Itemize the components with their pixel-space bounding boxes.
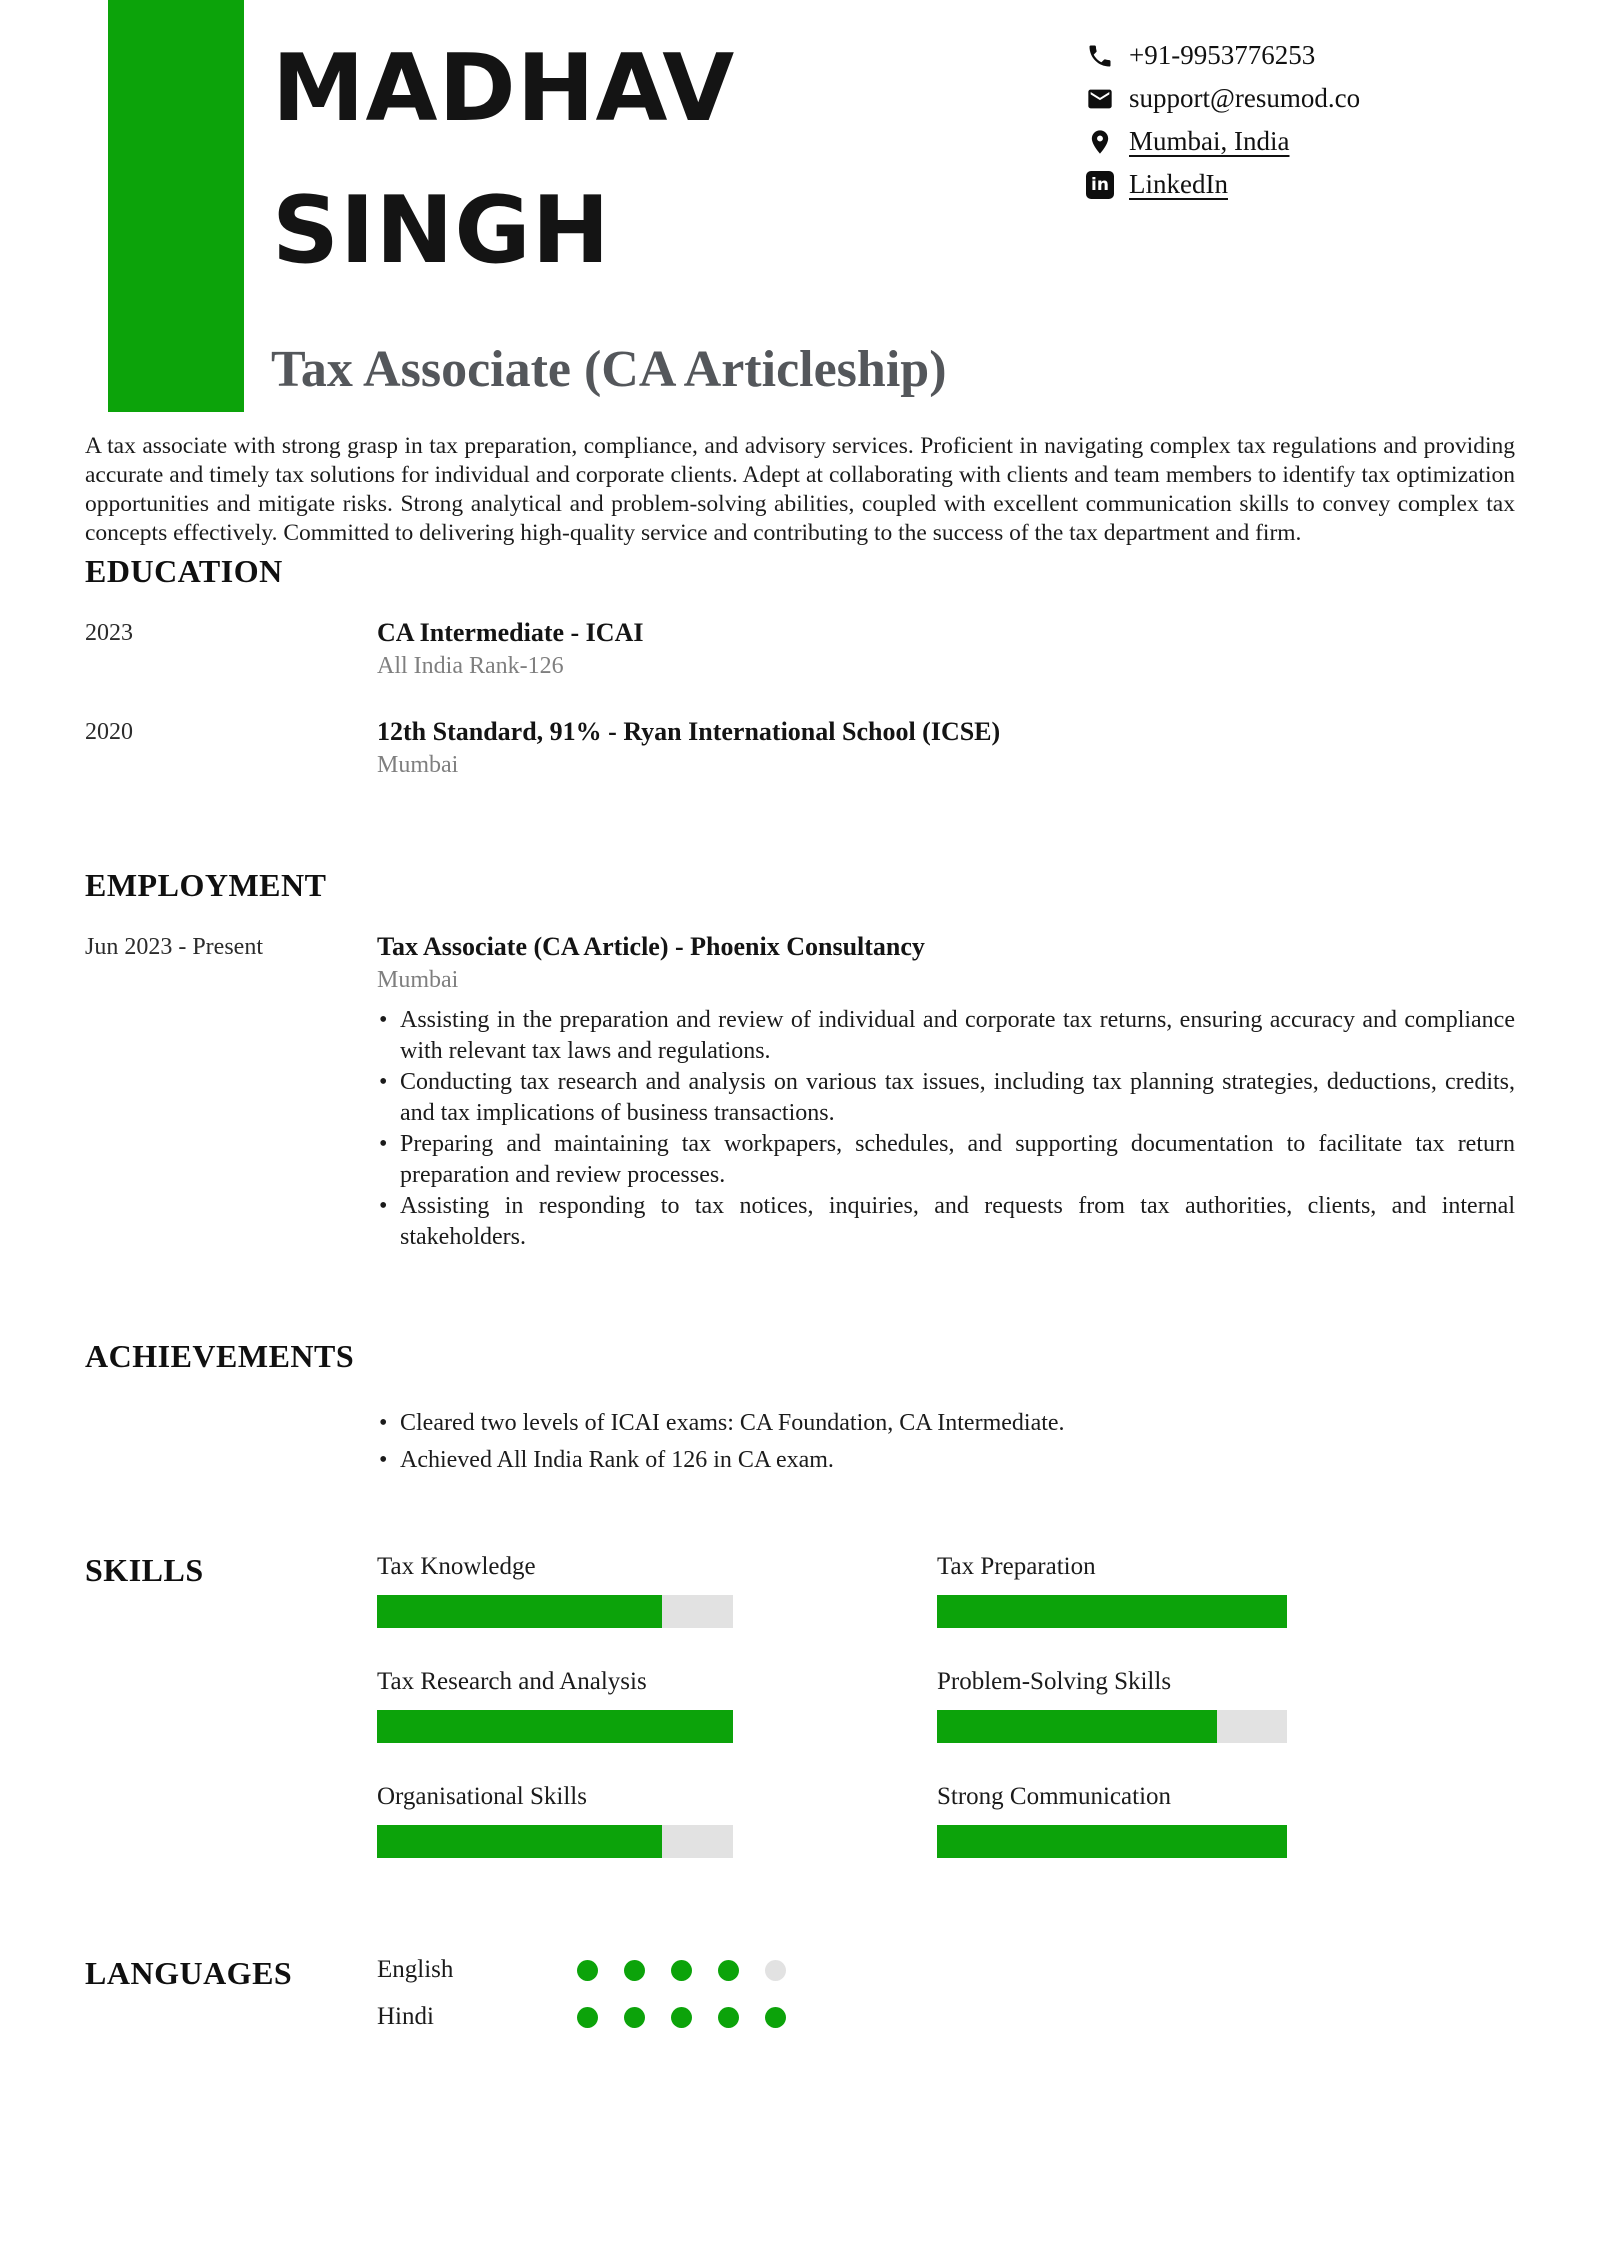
education-item <box>85 616 1515 681</box>
education-date: 2020 <box>85 719 133 745</box>
contact-linkedin-row <box>1085 163 1360 206</box>
education-date: 2023 <box>85 620 133 646</box>
level-dot <box>765 2007 786 2028</box>
skill-item <box>937 1781 1287 1858</box>
employment-title: Tax Associate (CA Article) - Phoenix Consultancy <box>377 932 925 961</box>
skill-name: Tax Knowledge <box>377 1553 536 1580</box>
contact-location-row <box>1085 120 1360 163</box>
skills-grid <box>377 1551 1287 1858</box>
skill-bar <box>377 1595 733 1628</box>
level-dot <box>718 2007 739 2028</box>
level-dot <box>765 1960 786 1981</box>
contact-linkedin-link[interactable]: LinkedIn <box>1129 169 1228 199</box>
contact-list <box>1085 34 1360 206</box>
skill-item <box>377 1551 733 1628</box>
summary-text: A tax associate with strong grasp in tax preparation, compliance, and advisory services. Proficient in navigating complex tax regulations and providing accurate and timely tax solutions for individual and corporate clients. Adept at collaborating with clients and team members to identify tax optimization opportunities and mitigate risks. Strong analytical and problem-solving abilities, coupled with excellent communication skills to convey complex tax concepts effectively. Committed to delivering high-quality service and contributing to the success of the tax department and firm. <box>85 433 1515 546</box>
level-dot <box>671 2007 692 2028</box>
skill-bar-fill <box>937 1825 1287 1858</box>
phone-icon <box>1085 41 1115 71</box>
contact-phone: +91-9953776253 <box>1129 40 1316 70</box>
employment-item <box>85 930 1515 1253</box>
skill-bar <box>377 1710 733 1743</box>
employment-bullet: • Conducting tax research and analysis on various tax issues, including tax planning strategies, deductions, credits, and tax implications of business transactions. <box>377 1067 1515 1129</box>
language-item <box>377 1954 786 1986</box>
language-level-dots <box>577 1960 786 1981</box>
achievement-bullet: • Cleared two levels of ICAI exams: CA Foundation, CA Intermediate. <box>377 1405 1515 1442</box>
language-item <box>377 2001 786 2033</box>
languages-section <box>85 1954 1515 2048</box>
achievement-bullet: • Achieved All India Rank of 126 in CA exam. <box>377 1442 1515 1479</box>
skill-item <box>377 1781 733 1858</box>
level-dot <box>624 1960 645 1981</box>
employment-heading: EMPLOYMENT <box>85 867 327 903</box>
education-heading: EDUCATION <box>85 553 283 589</box>
skill-bar <box>937 1595 1287 1628</box>
skill-name: Organisational Skills <box>377 1783 587 1810</box>
location-icon <box>1085 127 1115 157</box>
contact-email-row <box>1085 77 1360 120</box>
employment-date: Jun 2023 - Present <box>85 934 263 960</box>
language-name: Hindi <box>377 2003 434 2030</box>
level-dot <box>577 1960 598 1981</box>
skill-bar-fill <box>937 1710 1217 1743</box>
skill-item <box>377 1666 733 1743</box>
contact-phone-row <box>1085 34 1360 77</box>
skill-bar-fill <box>377 1595 662 1628</box>
accent-bar <box>108 0 244 412</box>
skill-bar <box>377 1825 733 1858</box>
skill-bar-fill <box>377 1710 733 1743</box>
skill-bar-fill <box>377 1825 662 1858</box>
skill-name: Strong Communication <box>937 1783 1172 1810</box>
level-dot <box>577 2007 598 2028</box>
skill-bar-fill <box>937 1595 1287 1628</box>
employment-bullet: • Assisting in the preparation and review of individual and corporate tax returns, ensuring accuracy and compliance with relevant tax laws and regulations. <box>377 1005 1515 1067</box>
last-name: SINGH <box>272 176 611 284</box>
skill-name: Problem-Solving Skills <box>937 1668 1172 1695</box>
education-item <box>85 715 1515 780</box>
education-subtitle: All India Rank-126 <box>377 653 564 679</box>
first-name: MADHAV <box>272 34 736 142</box>
employment-subtitle: Mumbai <box>377 967 459 993</box>
skill-item <box>937 1666 1287 1743</box>
employment-bullet: • Preparing and maintaining tax workpapers, schedules, and supporting documentation to facilitate tax return preparation and review processes. <box>377 1129 1515 1191</box>
language-name: English <box>377 1956 454 1983</box>
skill-item <box>937 1551 1287 1628</box>
level-dot <box>718 1960 739 1981</box>
achievements-heading: ACHIEVEMENTS <box>85 1338 355 1374</box>
employment-bullet-list <box>377 1005 1515 1253</box>
email-icon <box>1085 84 1115 114</box>
achievements-bullet-list <box>377 1405 1515 1479</box>
skill-name: Tax Preparation <box>937 1553 1096 1580</box>
languages-list <box>377 1954 786 2048</box>
education-title: CA Intermediate - ICAI <box>377 618 644 647</box>
level-dot <box>671 1960 692 1981</box>
employment-bullet: • Assisting in responding to tax notices, inquiries, and requests from tax authorities, clients, and internal stakeholders. <box>377 1191 1515 1253</box>
level-dot <box>624 2007 645 2028</box>
skills-heading: SKILLS <box>85 1552 204 1588</box>
linkedin-icon: in <box>1085 170 1115 200</box>
language-level-dots <box>577 2007 786 2028</box>
languages-heading: LANGUAGES <box>85 1955 293 1991</box>
main-content <box>85 432 1515 2048</box>
education-subtitle: Mumbai <box>377 752 459 778</box>
job-title: Tax Associate (CA Articleship) <box>271 341 947 398</box>
contact-location-link[interactable]: Mumbai, India <box>1129 126 1290 156</box>
skills-section <box>85 1551 1515 1858</box>
contact-email: support@resumod.co <box>1129 83 1361 113</box>
education-title: 12th Standard, 91% - Ryan International School (ICSE) <box>377 717 1001 746</box>
skill-bar <box>937 1710 1287 1743</box>
skill-name: Tax Research and Analysis <box>377 1668 647 1695</box>
skill-bar <box>937 1825 1287 1858</box>
